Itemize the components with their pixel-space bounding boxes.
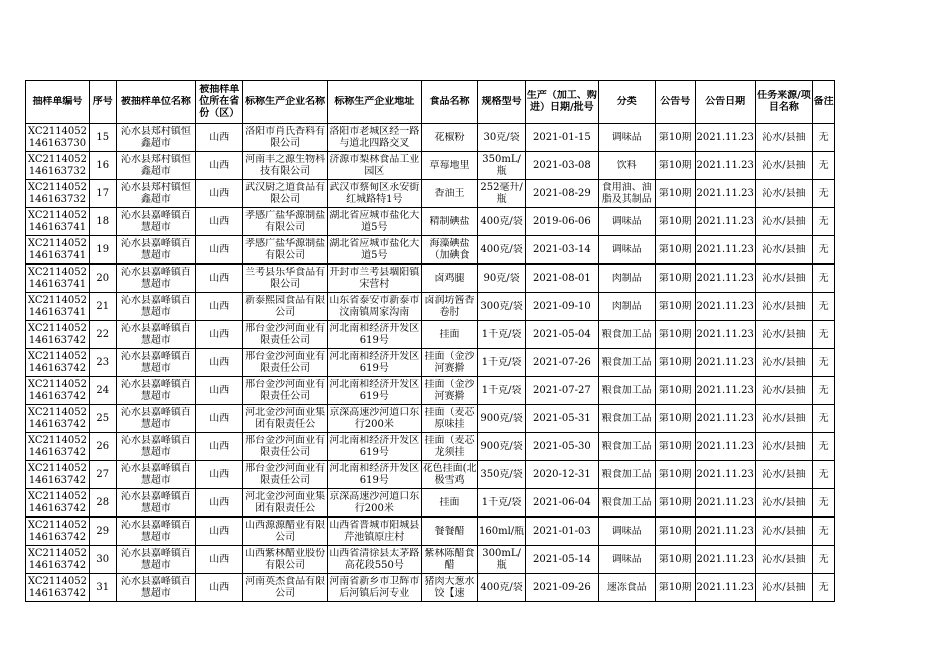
- header-production-date: 生产（加工、购进）日期/批号: [525, 81, 598, 124]
- cell-sampled-unit: 沁水县嘉峰镇百慧超市: [116, 433, 195, 461]
- table-row: [26, 293, 835, 321]
- cell-producer: 孝感广盐华源制盐有限公司: [243, 236, 328, 265]
- table-row: [26, 405, 835, 433]
- cell-notice-no: 第10期: [655, 264, 695, 293]
- cell-production-date: 2021-05-31: [525, 405, 598, 433]
- table-row: [26, 236, 835, 265]
- cell-province: 山西: [196, 180, 243, 208]
- cell-province: 山西: [196, 489, 243, 518]
- header-producer: 标称生产企业名称: [243, 81, 328, 124]
- table-row: [26, 433, 835, 461]
- cell-notice-date: 2021.11.23: [695, 293, 755, 321]
- cell-food-name: 海藻碘盐（加碘食: [421, 236, 478, 265]
- cell-seq: 24: [89, 377, 116, 405]
- cell-seq: 28: [89, 489, 116, 518]
- cell-food-name: 挂面（麦芯原味挂: [421, 405, 478, 433]
- cell-sampled-unit: 沁水县嘉峰镇百慧超市: [116, 321, 195, 349]
- cell-category: 粮食加工品: [598, 377, 655, 405]
- cell-producer-address: 河北南和经济开发区619号: [327, 321, 421, 349]
- cell-production-date: 2020-12-31: [525, 461, 598, 489]
- cell-category: 调味品: [598, 208, 655, 236]
- cell-notice-date: 2021.11.23: [695, 180, 755, 208]
- cell-producer-address: 河北南和经济开发区619号: [327, 349, 421, 377]
- cell-producer-address: 湖北省应城市盐化大道5号: [327, 208, 421, 236]
- cell-province: 山西: [196, 208, 243, 236]
- cell-category: 粮食加工品: [598, 405, 655, 433]
- cell-producer-address: 山西省清徐县太茅路高花段550号: [327, 546, 421, 574]
- cell-notice-date: 2021.11.23: [695, 349, 755, 377]
- table-row: [26, 489, 835, 518]
- table-row: [26, 264, 835, 293]
- cell-province: 山西: [196, 377, 243, 405]
- cell-province: 山西: [196, 124, 243, 152]
- cell-producer: 河南丰之源生物科技有限公司: [243, 152, 328, 180]
- cell-producer: 河北金沙河面业集团有限责任公: [243, 489, 328, 518]
- cell-food-name: 挂面: [421, 321, 478, 349]
- table-row: [26, 180, 835, 208]
- cell-sampled-unit: 沁水县嘉峰镇百慧超市: [116, 377, 195, 405]
- table-row: [26, 152, 835, 180]
- cell-notice-date: 2021.11.23: [695, 405, 755, 433]
- cell-notice-date: 2021.11.23: [695, 433, 755, 461]
- cell-notice-date: 2021.11.23: [695, 152, 755, 180]
- cell-food-name: 精制碘盐: [421, 208, 478, 236]
- cell-producer-address: 河北南和经济开发区619号: [327, 377, 421, 405]
- cell-producer: 洛阳市肖氏香料有限公司: [243, 124, 328, 152]
- cell-seq: 21: [89, 293, 116, 321]
- cell-spec: 350mL/瓶: [478, 152, 525, 180]
- cell-notice-no: 第10期: [655, 517, 695, 546]
- cell-sample-no: XC2114052146163742: [26, 321, 90, 349]
- cell-food-name: 餐餐醋: [421, 517, 478, 546]
- cell-province: 山西: [196, 293, 243, 321]
- cell-sampled-unit: 沁水县嘉峰镇百慧超市: [116, 293, 195, 321]
- cell-province: 山西: [196, 546, 243, 574]
- cell-production-date: 2021-09-26: [525, 574, 598, 602]
- table-row: [26, 124, 835, 152]
- cell-remark: 无: [813, 124, 835, 152]
- cell-sample-no: XC2114052146163732: [26, 180, 90, 208]
- cell-notice-date: 2021.11.23: [695, 321, 755, 349]
- cell-production-date: 2021-05-04: [525, 321, 598, 349]
- cell-spec: 900克/袋: [478, 405, 525, 433]
- cell-production-date: 2021-03-14: [525, 236, 598, 265]
- cell-food-name: 挂面（金沙河赛擀: [421, 377, 478, 405]
- cell-notice-date: 2021.11.23: [695, 517, 755, 546]
- cell-producer: 兰考县乐华食品有限公司: [243, 264, 328, 293]
- cell-food-name: 草莓地里: [421, 152, 478, 180]
- cell-task-source: 沁水/县抽: [755, 377, 813, 405]
- table-row: [26, 321, 835, 349]
- cell-notice-date: 2021.11.23: [695, 574, 755, 602]
- cell-task-source: 沁水/县抽: [755, 489, 813, 518]
- cell-notice-no: 第10期: [655, 152, 695, 180]
- cell-food-name: 紫林陈醋食醋: [421, 546, 478, 574]
- cell-province: 山西: [196, 433, 243, 461]
- cell-remark: 无: [813, 264, 835, 293]
- cell-remark: 无: [813, 489, 835, 518]
- table-row: [26, 574, 835, 602]
- cell-sampled-unit: 沁水县郑村镇恒鑫超市: [116, 152, 195, 180]
- cell-spec: 400克/袋: [478, 574, 525, 602]
- cell-producer-address: 京深高速沙河道口东行200米: [327, 489, 421, 518]
- cell-notice-no: 第10期: [655, 124, 695, 152]
- cell-remark: 无: [813, 574, 835, 602]
- header-remark: 备注: [813, 81, 835, 124]
- cell-seq: 19: [89, 236, 116, 265]
- cell-notice-no: 第10期: [655, 208, 695, 236]
- cell-task-source: 沁水/县抽: [755, 124, 813, 152]
- cell-sampled-unit: 沁水县嘉峰镇百慧超市: [116, 264, 195, 293]
- cell-producer: 邢台金沙河面业有限责任公司: [243, 321, 328, 349]
- cell-notice-no: 第10期: [655, 489, 695, 518]
- cell-province: 山西: [196, 349, 243, 377]
- cell-food-name: 卤润坊酱香卷肘: [421, 293, 478, 321]
- cell-notice-date: 2021.11.23: [695, 264, 755, 293]
- cell-task-source: 沁水/县抽: [755, 152, 813, 180]
- cell-notice-date: 2021.11.23: [695, 546, 755, 574]
- header-notice-date: 公告日期: [695, 81, 755, 124]
- cell-remark: 无: [813, 293, 835, 321]
- cell-spec: 900克/袋: [478, 433, 525, 461]
- cell-category: 粮食加工品: [598, 433, 655, 461]
- cell-sampled-unit: 沁水县嘉峰镇百慧超市: [116, 405, 195, 433]
- cell-sample-no: XC2114052146163741: [26, 208, 90, 236]
- table-row: [26, 546, 835, 574]
- cell-seq: 29: [89, 517, 116, 546]
- cell-province: 山西: [196, 574, 243, 602]
- cell-category: 调味品: [598, 546, 655, 574]
- cell-notice-no: 第10期: [655, 546, 695, 574]
- cell-notice-no: 第10期: [655, 293, 695, 321]
- cell-sampled-unit: 沁水县嘉峰镇百慧超市: [116, 349, 195, 377]
- cell-producer-address: 湖北省应城市盐化大道5号: [327, 236, 421, 265]
- cell-task-source: 沁水/县抽: [755, 236, 813, 265]
- cell-remark: 无: [813, 377, 835, 405]
- cell-producer-address: 山东省泰安市新泰市汶南镇周家沟南: [327, 293, 421, 321]
- cell-province: 山西: [196, 152, 243, 180]
- cell-producer-address: 山西省晋城市阳城县芹池镇原庄村: [327, 517, 421, 546]
- cell-spec: 1千克/袋: [478, 489, 525, 518]
- cell-food-name: 香油王: [421, 180, 478, 208]
- table-row: [26, 377, 835, 405]
- cell-seq: 25: [89, 405, 116, 433]
- cell-notice-date: 2021.11.23: [695, 208, 755, 236]
- cell-sample-no: XC2114052146163742: [26, 574, 90, 602]
- cell-producer-address: 河北南和经济开发区619号: [327, 433, 421, 461]
- cell-producer: 邢台金沙河面业有限责任公司: [243, 433, 328, 461]
- cell-producer: 武汉厨之道食品有限公司: [243, 180, 328, 208]
- cell-producer: 山西源源醋业有限公司: [243, 517, 328, 546]
- cell-production-date: 2021-08-01: [525, 264, 598, 293]
- cell-category: 粮食加工品: [598, 321, 655, 349]
- cell-sampled-unit: 沁水县嘉峰镇百慧超市: [116, 489, 195, 518]
- cell-food-name: 挂面（麦芯龙须挂: [421, 433, 478, 461]
- cell-sample-no: XC2114052146163741: [26, 264, 90, 293]
- cell-food-name: 猪肉大葱水饺【速: [421, 574, 478, 602]
- cell-food-name: 挂面: [421, 489, 478, 518]
- header-producer-address: 标称生产企业地址: [327, 81, 421, 124]
- cell-production-date: 2021-09-10: [525, 293, 598, 321]
- cell-production-date: 2021-08-29: [525, 180, 598, 208]
- cell-sampled-unit: 沁水县嘉峰镇百慧超市: [116, 517, 195, 546]
- table-row: [26, 349, 835, 377]
- cell-seq: 18: [89, 208, 116, 236]
- cell-production-date: 2021-01-15: [525, 124, 598, 152]
- cell-producer: 邢台金沙河面业有限责任公司: [243, 377, 328, 405]
- cell-category: 粮食加工品: [598, 461, 655, 489]
- cell-sample-no: XC2114052146163742: [26, 489, 90, 518]
- cell-task-source: 沁水/县抽: [755, 461, 813, 489]
- cell-spec: 1千克/袋: [478, 349, 525, 377]
- cell-notice-date: 2021.11.23: [695, 236, 755, 265]
- cell-category: 调味品: [598, 124, 655, 152]
- header-province: 被抽样单位所在省份（区）: [196, 81, 243, 124]
- cell-remark: 无: [813, 152, 835, 180]
- cell-seq: 16: [89, 152, 116, 180]
- cell-production-date: 2021-05-14: [525, 546, 598, 574]
- cell-task-source: 沁水/县抽: [755, 208, 813, 236]
- cell-category: 调味品: [598, 517, 655, 546]
- cell-spec: 90克/袋: [478, 264, 525, 293]
- cell-notice-date: 2021.11.23: [695, 489, 755, 518]
- header-task-source: 任务来源/项目名称: [755, 81, 813, 124]
- cell-sampled-unit: 沁水县嘉峰镇百慧超市: [116, 461, 195, 489]
- cell-notice-no: 第10期: [655, 349, 695, 377]
- cell-remark: 无: [813, 321, 835, 349]
- cell-producer: 孝感广盐华源制盐有限公司: [243, 208, 328, 236]
- inspection-table: [25, 80, 835, 602]
- cell-sample-no: XC2114052146163742: [26, 461, 90, 489]
- cell-producer-address: 开封市兰考县堌阳镇宋营村: [327, 264, 421, 293]
- cell-producer-address: 济源市梨林食品工业园区: [327, 152, 421, 180]
- cell-category: 速冻食品: [598, 574, 655, 602]
- header-seq: 序号: [89, 81, 116, 124]
- cell-category: 粮食加工品: [598, 489, 655, 518]
- cell-sample-no: XC2114052146163730: [26, 124, 90, 152]
- cell-sampled-unit: 沁水县嘉峰镇百慧超市: [116, 236, 195, 265]
- cell-sample-no: XC2114052146163732: [26, 152, 90, 180]
- cell-notice-date: 2021.11.23: [695, 124, 755, 152]
- cell-category: 肉制品: [598, 293, 655, 321]
- cell-province: 山西: [196, 461, 243, 489]
- cell-spec: 160ml/瓶: [478, 517, 525, 546]
- cell-category: 肉制品: [598, 264, 655, 293]
- cell-sample-no: XC2114052146163741: [26, 293, 90, 321]
- cell-production-date: 2021-05-30: [525, 433, 598, 461]
- cell-task-source: 沁水/县抽: [755, 433, 813, 461]
- cell-producer-address: 河北南和经济开发区619号: [327, 461, 421, 489]
- header-category: 分类: [598, 81, 655, 124]
- table-row: [26, 208, 835, 236]
- cell-category: 粮食加工品: [598, 349, 655, 377]
- header-row: [26, 81, 835, 124]
- cell-remark: 无: [813, 517, 835, 546]
- cell-province: 山西: [196, 517, 243, 546]
- cell-producer: 山西紫林醋业股份有限公司: [243, 546, 328, 574]
- cell-production-date: 2021-07-27: [525, 377, 598, 405]
- cell-sample-no: XC2114052146163742: [26, 349, 90, 377]
- table-row: [26, 517, 835, 546]
- cell-notice-no: 第10期: [655, 377, 695, 405]
- cell-seq: 23: [89, 349, 116, 377]
- cell-remark: 无: [813, 349, 835, 377]
- cell-task-source: 沁水/县抽: [755, 574, 813, 602]
- cell-spec: 252毫升/瓶: [478, 180, 525, 208]
- cell-spec: 300克/袋: [478, 293, 525, 321]
- cell-notice-date: 2021.11.23: [695, 461, 755, 489]
- cell-task-source: 沁水/县抽: [755, 293, 813, 321]
- cell-producer: 邢台金沙河面业有限责任公司: [243, 461, 328, 489]
- cell-province: 山西: [196, 236, 243, 265]
- cell-task-source: 沁水/县抽: [755, 546, 813, 574]
- cell-task-source: 沁水/县抽: [755, 264, 813, 293]
- cell-producer-address: 河南省新乡市卫辉市后河镇后河专业: [327, 574, 421, 602]
- cell-sample-no: XC2114052146163742: [26, 433, 90, 461]
- cell-notice-date: 2021.11.23: [695, 377, 755, 405]
- cell-task-source: 沁水/县抽: [755, 321, 813, 349]
- cell-sample-no: XC2114052146163742: [26, 405, 90, 433]
- cell-spec: 1千克/袋: [478, 321, 525, 349]
- cell-seq: 20: [89, 264, 116, 293]
- cell-category: 饮料: [598, 152, 655, 180]
- cell-seq: 31: [89, 574, 116, 602]
- cell-sample-no: XC2114052146163742: [26, 377, 90, 405]
- cell-producer-address: 洛阳市老城区经一路与道北四路交叉: [327, 124, 421, 152]
- cell-task-source: 沁水/县抽: [755, 180, 813, 208]
- cell-spec: 1千克/袋: [478, 377, 525, 405]
- cell-task-source: 沁水/县抽: [755, 517, 813, 546]
- cell-production-date: 2021-01-03: [525, 517, 598, 546]
- cell-remark: 无: [813, 405, 835, 433]
- cell-production-date: 2021-03-08: [525, 152, 598, 180]
- cell-notice-no: 第10期: [655, 321, 695, 349]
- cell-notice-no: 第10期: [655, 236, 695, 265]
- cell-remark: 无: [813, 236, 835, 265]
- cell-category: 调味品: [598, 236, 655, 265]
- cell-food-name: 花椒粉: [421, 124, 478, 152]
- header-food-name: 食品名称: [421, 81, 478, 124]
- header-notice-no: 公告号: [655, 81, 695, 124]
- cell-spec: 400克/袋: [478, 208, 525, 236]
- cell-sampled-unit: 沁水县嘉峰镇百慧超市: [116, 546, 195, 574]
- cell-sampled-unit: 沁水县嘉峰镇百慧超市: [116, 574, 195, 602]
- header-sample-no: 抽样单编号: [26, 81, 90, 124]
- cell-seq: 15: [89, 124, 116, 152]
- header-sampled-unit: 被抽样单位名称: [116, 81, 195, 124]
- cell-producer-address: 武汉市蔡甸区永安街红城路特1号: [327, 180, 421, 208]
- cell-production-date: 2021-06-04: [525, 489, 598, 518]
- cell-producer-address: 京深高速沙河道口东行200米: [327, 405, 421, 433]
- cell-notice-no: 第10期: [655, 405, 695, 433]
- cell-seq: 27: [89, 461, 116, 489]
- cell-remark: 无: [813, 208, 835, 236]
- cell-producer: 邢台金沙河面业有限责任公司: [243, 349, 328, 377]
- cell-seq: 30: [89, 546, 116, 574]
- cell-province: 山西: [196, 321, 243, 349]
- cell-province: 山西: [196, 264, 243, 293]
- cell-food-name: 卤鸡腿: [421, 264, 478, 293]
- cell-notice-no: 第10期: [655, 574, 695, 602]
- cell-notice-no: 第10期: [655, 433, 695, 461]
- cell-spec: 300mL/瓶: [478, 546, 525, 574]
- cell-sampled-unit: 沁水县嘉峰镇百慧超市: [116, 208, 195, 236]
- cell-sampled-unit: 沁水县郑村镇恒鑫超市: [116, 124, 195, 152]
- cell-notice-no: 第10期: [655, 180, 695, 208]
- cell-task-source: 沁水/县抽: [755, 349, 813, 377]
- cell-remark: 无: [813, 433, 835, 461]
- cell-production-date: 2021-07-26: [525, 349, 598, 377]
- cell-sampled-unit: 沁水县郑村镇恒鑫超市: [116, 180, 195, 208]
- cell-spec: 350克/袋: [478, 461, 525, 489]
- cell-sample-no: XC2114052146163742: [26, 546, 90, 574]
- cell-category: 食用油、油脂及其制品: [598, 180, 655, 208]
- cell-food-name: 挂面（金沙河赛擀: [421, 349, 478, 377]
- cell-sample-no: XC2114052146163741: [26, 236, 90, 265]
- cell-producer: 新泰熙园食品有限公司: [243, 293, 328, 321]
- cell-seq: 22: [89, 321, 116, 349]
- cell-producer: 河南英杰食品有限公司: [243, 574, 328, 602]
- cell-remark: 无: [813, 461, 835, 489]
- cell-province: 山西: [196, 405, 243, 433]
- table-row: [26, 461, 835, 489]
- cell-task-source: 沁水/县抽: [755, 405, 813, 433]
- cell-spec: 30克/袋: [478, 124, 525, 152]
- cell-remark: 无: [813, 546, 835, 574]
- cell-production-date: 2019-06-06: [525, 208, 598, 236]
- cell-spec: 400克/袋: [478, 236, 525, 265]
- header-spec: 规格型号: [478, 81, 525, 124]
- cell-notice-no: 第10期: [655, 461, 695, 489]
- cell-producer: 河北金沙河面业集团有限责任公: [243, 405, 328, 433]
- cell-sample-no: XC2114052146163742: [26, 517, 90, 546]
- cell-remark: 无: [813, 180, 835, 208]
- cell-seq: 26: [89, 433, 116, 461]
- cell-seq: 17: [89, 180, 116, 208]
- cell-food-name: 花色挂面(北极雪鸡: [421, 461, 478, 489]
